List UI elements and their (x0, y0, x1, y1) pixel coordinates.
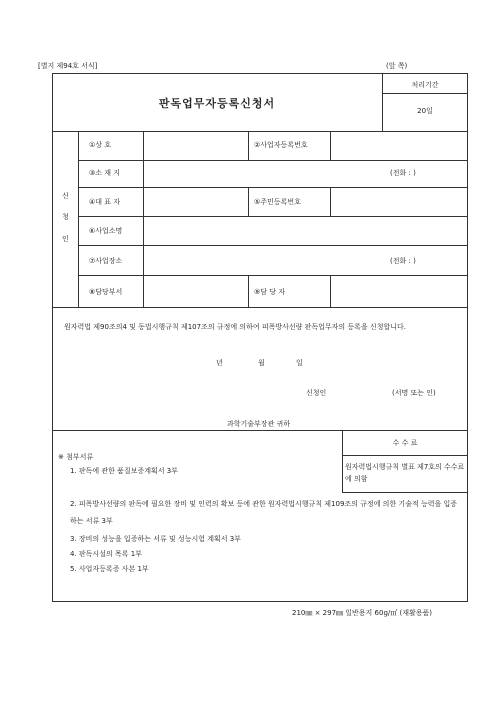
row-border (78, 275, 468, 276)
applicant-label-2: 청 (62, 213, 69, 221)
phone-label-1: (전화 : ) (390, 169, 416, 177)
address-label: ③소 재 지 (89, 169, 121, 177)
cell-divider (330, 187, 331, 216)
attachments-heading: ※ 첨부서류 (58, 453, 94, 461)
field-label-divider (143, 131, 144, 307)
row-border (78, 216, 468, 217)
processing-rule (382, 93, 468, 94)
attachment-item: 5. 사업자등록증 사본 1부 (70, 565, 149, 573)
trade-name-label: ①상 호 (89, 141, 112, 149)
fee-rule (342, 455, 468, 456)
business-name-label: ⑥사업소명 (89, 227, 123, 235)
applicant-label-divider (78, 131, 79, 307)
cell-divider (248, 187, 249, 216)
attachment-item: 4. 판독시설의 목록 1부 (70, 550, 142, 558)
form-number: [별지 제94호 서식] (38, 62, 98, 70)
cell-divider (330, 131, 331, 160)
resident-reg-no-label: ⑤주민등록번호 (254, 198, 301, 206)
applicant-top-border (52, 131, 468, 132)
business-reg-no-label: ②사업자등록번호 (254, 141, 308, 149)
fee-value: 원자력법시행규칙 별표 제7호의 수수료에 의함 (345, 463, 465, 483)
applicant-signature-label: 신청인 (306, 389, 327, 397)
representative-label: ④대 표 자 (89, 198, 121, 206)
cell-divider (330, 275, 331, 307)
date-month: 월 (258, 359, 265, 367)
cell-divider (248, 275, 249, 307)
processing-period-label: 처리기간 (411, 81, 439, 89)
paper-spec-footer: 210㎜ × 297㎜ 일반용지 60g/㎡ (재활용품) (292, 609, 432, 617)
business-place-label: ⑦사업장소 (89, 257, 123, 265)
application-statement: 원자력법 제90조의4 및 동법시행규칙 제107조의 규정에 의하여 피폭방사선량 판독업무자의 등록을 신청합니다. (64, 323, 406, 331)
cell-divider (248, 131, 249, 160)
attachment-item: 3. 장비의 성능을 입증하는 서류 및 성능시험 계획서 3부 (70, 535, 241, 543)
row-border (78, 160, 468, 161)
signature-note: (서명 또는 인) (392, 389, 436, 397)
applicant-label-3: 인 (62, 235, 69, 243)
attachment-item: 2. 피폭방사선량의 판독에 필요한 장비 및 인력의 확보 등에 관한 원자력법시행규칙 제109조의 규정에 의한 기술적 능력을 입증하는 서류 3부 (70, 500, 457, 525)
addressee: 과학기술부장관 귀하 (227, 420, 291, 428)
phone-label-2: (전화 : ) (390, 257, 416, 265)
department-label: ⑧담당부서 (89, 288, 123, 296)
page-side-label: (앞 쪽) (386, 62, 408, 70)
date-day: 일 (296, 359, 303, 367)
form-title: 판독업무자등록신청서 (158, 97, 276, 110)
attachment-item: 1. 판독에 관한 품질보증계획서 3부 (70, 467, 178, 475)
fee-label: 수 수 료 (392, 439, 418, 447)
row-border (78, 187, 468, 188)
applicant-label-1: 신 (62, 192, 69, 200)
attachments-top-border (52, 430, 468, 431)
fee-bottom-border (342, 492, 468, 493)
applicant-bottom-border (52, 307, 468, 308)
row-border (78, 245, 468, 246)
person-in-charge-label: ⑨담 당 자 (254, 288, 286, 296)
date-year: 년 (216, 359, 223, 367)
processing-period-value: 20일 (417, 107, 433, 115)
